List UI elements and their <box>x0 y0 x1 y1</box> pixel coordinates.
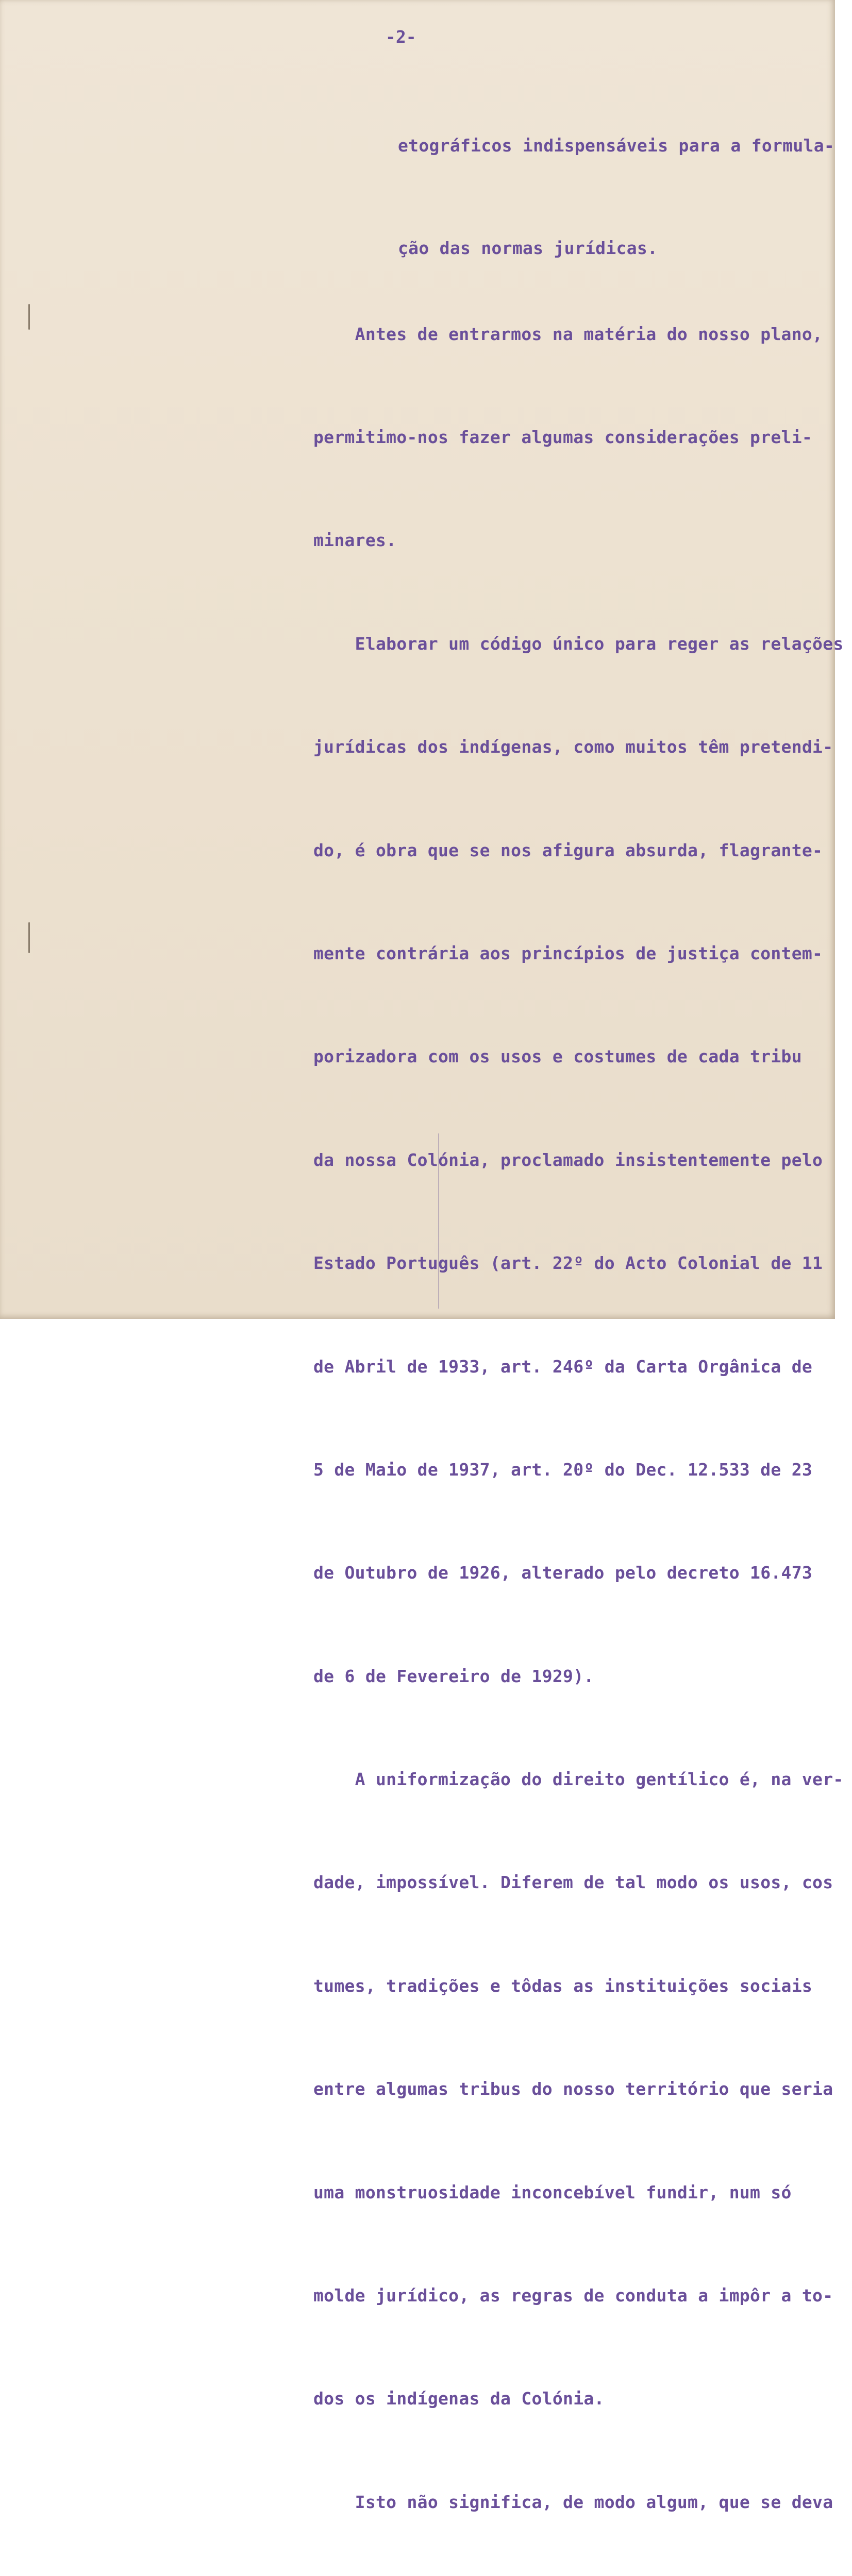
text-line: entre algumas tribus do nosso território que seria <box>313 2079 833 2099</box>
page-number: -2- <box>386 27 416 47</box>
text-line: Isto não significa, de modo algum, que se deva <box>313 2492 833 2512</box>
text-line: Estado Português (art. 22º do Acto Colonial de 11 <box>313 1253 823 1274</box>
punch-hole-mark <box>28 922 30 953</box>
text-line: dade, impossível. Diferem de tal modo os usos, cos <box>313 1872 833 1893</box>
text-line: de Outubro de 1926, alterado pelo decreto 16.473 <box>313 1563 813 1583</box>
text-line: porizadora com os usos e costumes de cada tribu <box>313 1046 802 1067</box>
text-line: mente contrária aos princípios de justiça contem- <box>313 943 823 963</box>
punch-hole-mark <box>28 304 30 330</box>
text-line: de 6 de Fevereiro de 1929). <box>313 1666 594 1686</box>
text-line: minares. <box>313 530 397 551</box>
text-line: ção das normas jurídicas. <box>398 238 658 258</box>
text-line: 5 de Maio de 1937, art. 20º do Dec. 12.533 de 23 <box>313 1459 813 1480</box>
text-line: Antes de entrarmos na matéria do nosso plano, <box>313 324 823 344</box>
text-line: Elaborar um código único para reger as relações <box>313 633 844 654</box>
text-line: A uniformização do direito gentílico é, na ver- <box>313 1769 844 1790</box>
text-line: dos os indígenas da Colónia. <box>313 2388 605 2409</box>
text-line: molde jurídico, as regras de conduta a impôr a to- <box>313 2285 833 2306</box>
text-line: do, é obra que se nos afigura absurda, flagrante- <box>313 840 823 860</box>
text-line: tumes, tradições e tôdas as instituições sociais <box>313 1975 813 1996</box>
body-text <box>313 248 844 2576</box>
text-line: da nossa Colónia, proclamado insistentemente pelo <box>313 1149 823 1170</box>
text-line: permitimo-nos fazer algumas considerações preli- <box>313 427 813 447</box>
text-line: etográficos indispensáveis para a formula- <box>398 135 835 156</box>
text-line: de Abril de 1933, art. 246º da Carta Orgânica de <box>313 1356 813 1377</box>
text-line: uma monstruosidade inconcebível fundir, num só <box>313 2182 792 2202</box>
text-line: jurídicas dos indígenas, como muitos têm pretendi- <box>313 737 833 757</box>
